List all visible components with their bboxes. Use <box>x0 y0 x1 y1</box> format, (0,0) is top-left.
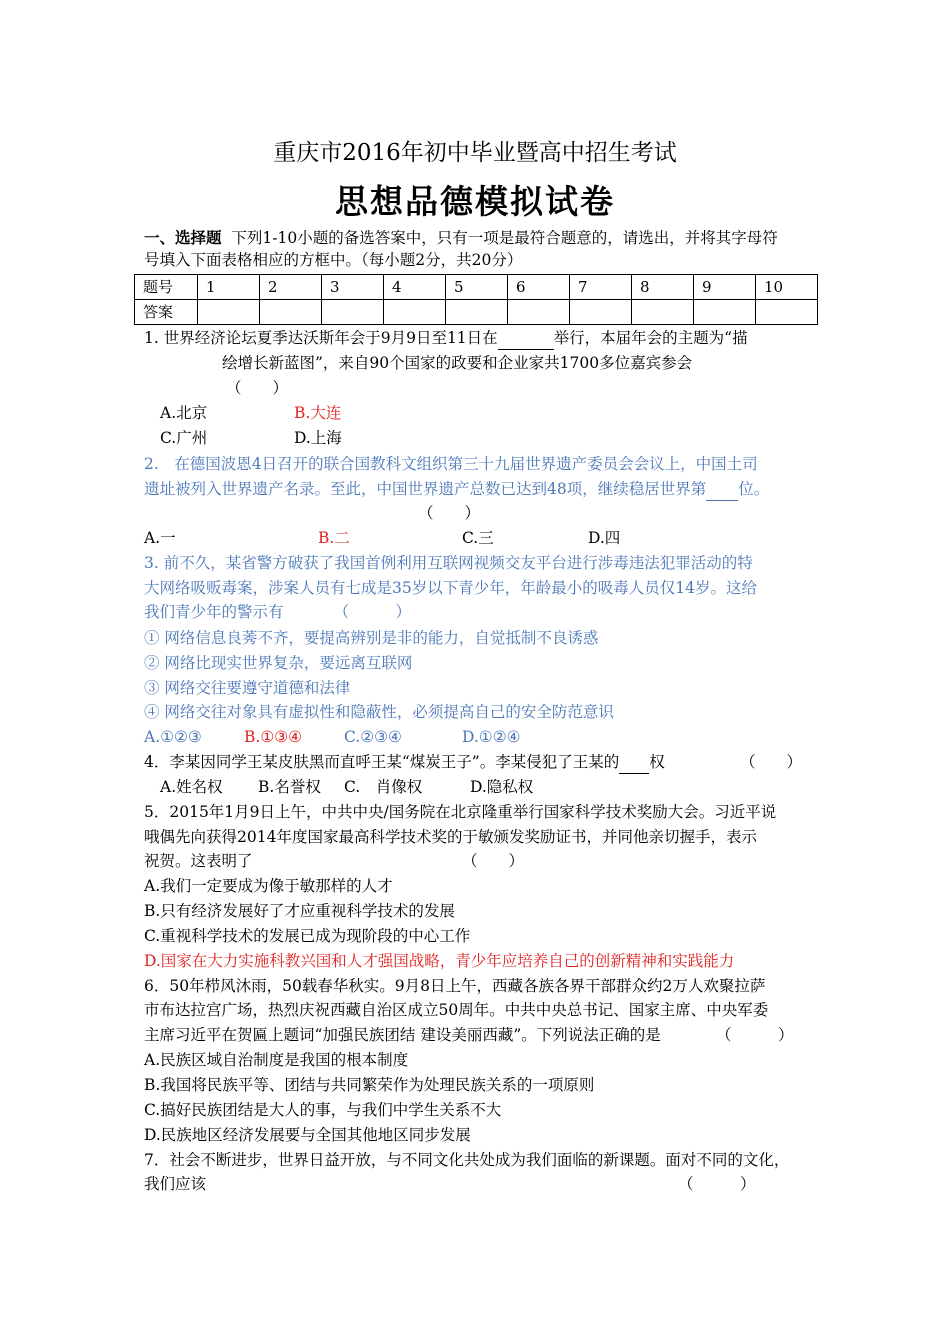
fill-blank <box>706 478 738 501</box>
q2-line-1: 2. 在德国波恩4日召开的联合国教科文组织第三十九届世界遗产委员会会议上，中国土司 <box>144 455 758 473</box>
q3-item-3: ③ 网络交往要遵守道德和法律 <box>144 679 351 697</box>
answer-box[interactable] <box>446 300 508 325</box>
q3-item-2: ② 网络比现实世界复杂，要远离互联网 <box>144 654 413 672</box>
q3-line-1: 3. 前不久，某省警方破获了我国首例利用互联网视频交友平台进行涉毒违法犯罪活动的特 <box>144 554 753 572</box>
q1-option-b: B.大连 <box>294 404 342 422</box>
q5-line-3: 祝贺。这表明了 <box>144 852 253 870</box>
q4-line-1: 4．李某因同学王某皮肤黑而直呼王某“煤炭王子”。李某侵犯了王某的 权 <box>144 751 665 774</box>
q5-option-d: D.国家在大力实施科教兴国和人才强国战略，青少年应培养自己的创新精神和实践能力 <box>144 952 735 970</box>
q5-option-c: C.重视科学技术的发展已成为现阶段的中心工作 <box>144 927 471 945</box>
table-row <box>135 275 818 300</box>
answer-box[interactable] <box>508 300 570 325</box>
table-cell: 6 <box>508 275 570 300</box>
q6-line-2: 市布达拉宫广场，热烈庆祝西藏自治区成立50周年。中共中央总书记、国家主席、中央军委 <box>144 1001 769 1019</box>
q3-option-a: A.①②③ <box>144 728 202 746</box>
answer-box[interactable] <box>322 300 384 325</box>
table-cell: 4 <box>384 275 446 300</box>
q5-option-b: B.只有经济发展好了才应重视科学技术的发展 <box>144 902 455 920</box>
q6-bracket: （ ） <box>716 1026 794 1044</box>
q1-line-1: 1. 世界经济论坛夏季达沃斯年会于9月9日至11日在 举行，本届年会的主题为“描 <box>144 327 748 350</box>
answer-box[interactable] <box>632 300 694 325</box>
section-heading: 一、选择题 <box>144 228 222 247</box>
q3-item-1: ① 网络信息良莠不齐，要提高辨别是非的能力，自觉抵制不良诱惑 <box>144 629 599 647</box>
answer-box[interactable] <box>384 300 446 325</box>
answer-box[interactable] <box>198 300 260 325</box>
table-cell: 5 <box>446 275 508 300</box>
table-cell: 9 <box>694 275 756 300</box>
instruction-line-2: 号填入下面表格相应的方框中。（每小题2分，共20分） <box>144 251 523 269</box>
exam-subtitle: 思想品德模拟试卷 <box>335 182 615 221</box>
section-instruction <box>144 227 778 249</box>
exam-title: 重庆市2016年初中毕业暨高中招生考试 <box>273 140 677 166</box>
table-cell: 1 <box>198 275 260 300</box>
q4-bracket: （ ） <box>740 753 803 771</box>
answer-box[interactable] <box>260 300 322 325</box>
table-cell: 2 <box>260 275 322 300</box>
q1-option-a: A.北京 <box>160 404 208 422</box>
q5-bracket: （ ） <box>462 852 525 870</box>
answer-table <box>134 274 818 325</box>
q2-option-c: C.三 <box>462 529 494 547</box>
fill-blank <box>498 327 554 350</box>
q3-item-4: ④ 网络交往对象具有虚拟性和隐蔽性，必须提高自己的安全防范意识 <box>144 703 614 721</box>
q2-option-d: D.四 <box>588 529 621 547</box>
table-cell: 10 <box>756 275 818 300</box>
q1-line-2: 绘增长新蓝图”，来自90个国家的政要和企业家共1700多位嘉宾参会 <box>222 354 693 372</box>
q7-line-2: 我们应该 <box>144 1175 207 1193</box>
answer-box[interactable] <box>570 300 632 325</box>
q7-bracket: （ ） <box>678 1175 756 1193</box>
table-row <box>135 300 818 325</box>
q7-line-1: 7．社会不断进步，世界日益开放，与不同文化共处成为我们面临的新课题。面对不同的文化， <box>144 1151 790 1169</box>
table-cell: 3 <box>322 275 384 300</box>
q3-option-d: D.①②④ <box>462 728 521 746</box>
q3-line-3: 我们青少年的警示有 （ ） <box>144 603 412 621</box>
q6-option-a: A.民族区域自治制度是我国的根本制度 <box>144 1051 409 1069</box>
q2-option-b: B.二 <box>318 529 350 547</box>
q5-option-a: A.我们一定要成为像于敏那样的人才 <box>144 877 393 895</box>
q1-option-d: D.上海 <box>294 429 342 447</box>
answer-box[interactable] <box>694 300 756 325</box>
q3-bracket: （ ） <box>333 603 412 621</box>
q5-line-1: 5．2015年1月9日上午，中共中央/国务院在北京隆重举行国家科学技术奖励大会。习近平说 <box>144 803 777 821</box>
q3-line-2: 大网络吸贩毒案，涉案人员有七成是35岁以下青少年，年龄最小的吸毒人员仅14岁。这给 <box>144 579 757 597</box>
q1-bracket: （ ） <box>226 379 289 397</box>
q6-option-b: B.我国将民族平等、团结与共同繁荣作为处理民族关系的一项原则 <box>144 1076 595 1094</box>
table-row-label: 题号 <box>135 275 198 300</box>
table-cell: 8 <box>632 275 694 300</box>
instruction-line-1: 下列1-10小题的备选答案中，只有一项是最符合题意的，请选出，并将其字母符 <box>231 229 778 247</box>
table-cell: 7 <box>570 275 632 300</box>
q6-line-1: 6．50年栉风沐雨，50载春华秋实。9月8日上午，西藏各族各界干部群众约2万人欢聚拉萨 <box>144 977 766 995</box>
q3-option-b: B.①③④ <box>244 728 303 746</box>
q4-option-b: B.名誉权 <box>258 778 321 796</box>
q2-line-2: 遗址被列入世界遗产名录。至此，中国世界遗产总数已达到48项，继续稳居世界第 位。 <box>144 478 769 501</box>
answer-box[interactable] <box>756 300 818 325</box>
q6-option-c: C.搞好民族团结是大人的事，与我们中学生关系不大 <box>144 1101 502 1119</box>
fill-blank <box>619 751 649 774</box>
q6-option-d: D.民族地区经济发展要与全国其他地区同步发展 <box>144 1126 471 1144</box>
q6-line-3: 主席习近平在贺匾上题词“加强民族团结 建设美丽西藏”。下列说法正确的是 <box>144 1026 661 1044</box>
q5-line-2: 哦偶先向获得2014年度国家最高科学技术奖的于敏颁发奖励证书，并同他亲切握手，表示 <box>144 828 757 846</box>
q2-bracket: （ ） <box>418 504 481 522</box>
q1-option-c: C.广州 <box>160 429 208 447</box>
q4-option-a: A.姓名权 <box>160 778 223 796</box>
table-row-label: 答案 <box>135 300 198 325</box>
q4-option-c: C. 肖像权 <box>344 778 423 796</box>
q4-option-d: D.隐私权 <box>470 778 534 796</box>
q3-option-c: C.②③④ <box>344 728 402 746</box>
q2-option-a: A.一 <box>144 529 176 547</box>
